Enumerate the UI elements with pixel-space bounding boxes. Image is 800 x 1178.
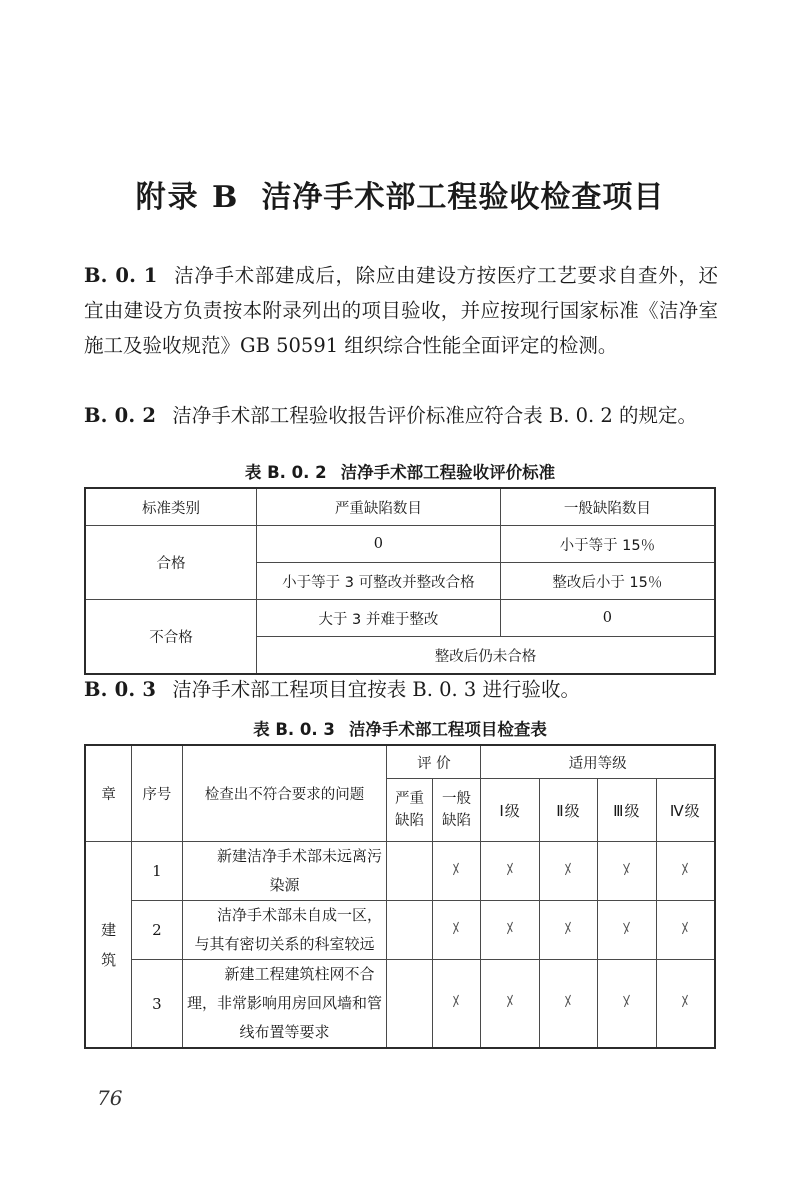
table-b03-header-general-line1: 一般 [441, 791, 471, 807]
table-b02-cell-severe: 大于 3 并难于整改 [257, 600, 501, 637]
table-b03-header-severe [387, 779, 432, 842]
table-b03-row-level-1 [481, 842, 539, 901]
table-b03-row-level-3 [598, 842, 656, 901]
check-mark-icon [561, 994, 576, 1009]
table-b03-row-level-2 [539, 960, 597, 1049]
clause-b01 [84, 258, 718, 363]
table-b03-row-level-4 [656, 960, 715, 1049]
table-b03-row-level-2 [539, 842, 597, 901]
appendix-label: 附录 B [135, 180, 240, 215]
table-row [85, 526, 715, 563]
table-b03-header-level-4: Ⅳ级 [656, 779, 715, 842]
page-number: 76 [97, 1086, 123, 1110]
table-b03-row-level-2 [539, 901, 597, 960]
check-mark-icon [561, 921, 576, 936]
table-b03-header-level-3: Ⅲ级 [598, 779, 656, 842]
table-b02-header-severe: 严重缺陷数目 [257, 488, 501, 526]
table-b03-row-general [432, 960, 481, 1049]
table-b03-header-level-2: Ⅱ级 [539, 779, 597, 842]
table-b02-category-fail: 不合格 [85, 600, 257, 675]
table-b03-row-general [432, 901, 481, 960]
table-b03-row-severe [387, 960, 432, 1049]
check-mark-icon [678, 994, 693, 1009]
table-b03-header-chapter: 章 [85, 745, 132, 842]
table-b02-cell-merged: 整改后仍未合格 [257, 637, 715, 675]
table-b03-header-sequence: 序号 [132, 745, 182, 842]
check-mark-icon [619, 921, 634, 936]
clause-b02-text: 洁净手术部工程验收报告评价标准应符合表 B. 0. 2 的规定。 [172, 404, 698, 427]
table-b03-caption-label: 表 B. 0. 3 [253, 720, 335, 739]
table-b03-chapter-label [85, 842, 132, 1049]
table-b02-caption-text: 洁净手术部工程验收评价标准 [340, 463, 556, 482]
check-mark-icon [561, 862, 576, 877]
table-b02-cell-general: 小于等于 15％ [500, 526, 715, 563]
table-b03-row-level-4 [656, 901, 715, 960]
table-b03-header-levels-group: 适用等级 [481, 745, 715, 779]
table-b03-header-row-top [85, 745, 715, 779]
table-b03-row-level-3 [598, 901, 656, 960]
page-title [84, 172, 716, 216]
table-b03-header-evaluation-group: 评 价 [387, 745, 481, 779]
clause-b03-number: B. 0. 3 [84, 678, 157, 701]
table-b03-header-general [432, 779, 481, 842]
clause-b02 [84, 398, 718, 433]
table-b02-cell-general: 0 [500, 600, 715, 637]
table-row [85, 600, 715, 637]
clause-b03 [84, 672, 718, 707]
table-b03-row-level-1 [481, 960, 539, 1049]
table-b02-cell-severe: 0 [257, 526, 501, 563]
table-b02 [84, 487, 716, 675]
table-b03 [84, 744, 716, 1049]
clause-b02-number: B. 0. 2 [84, 404, 157, 427]
table-b02-cell-general: 整改后小于 15％ [500, 563, 715, 600]
table-b03-caption-text: 洁净手术部工程项目检查表 [348, 720, 547, 739]
table-b02-cell-severe: 小于等于 3 可整改并整改合格 [257, 563, 501, 600]
table-b03-row-sequence: 1 [132, 842, 182, 901]
table-b03-chapter-char-2: 筑 [101, 950, 117, 969]
table-b03-row-sequence: 3 [132, 960, 182, 1049]
check-mark-icon [449, 862, 464, 877]
table-b03-row-general [432, 842, 481, 901]
table-b03-header-severe-line2: 缺陷 [394, 813, 424, 829]
table-b03-header-level-1: Ⅰ级 [481, 779, 539, 842]
check-mark-icon [619, 994, 634, 1009]
table-b03-header-general-line2: 缺陷 [441, 813, 471, 829]
table-b02-category-pass: 合格 [85, 526, 257, 600]
check-mark-icon [503, 862, 518, 877]
table-row [85, 842, 715, 901]
table-b03-row-issue: 新建工程建筑柱网不合理，非常影响用房回风墙和管线布置等要求 [182, 960, 387, 1049]
table-b03-header-issue: 检查出不符合要求的问题 [182, 745, 387, 842]
table-b03-row-issue: 新建洁净手术部未远离污染源 [182, 842, 387, 901]
table-b02-header-row [85, 488, 715, 526]
appendix-title-text: 洁净手术部工程验收检查项目 [261, 180, 665, 215]
table-b03-row-level-4 [656, 842, 715, 901]
table-b03-row-severe [387, 901, 432, 960]
table-b02-caption-label: 表 B. 0. 2 [244, 463, 327, 482]
table-b02-header-general: 一般缺陷数目 [500, 488, 715, 526]
clause-b01-number: B. 0. 1 [84, 264, 158, 287]
clause-b01-text: 洁净手术部建成后，除应由建设方按医疗工艺要求自查外，还宜由建设方负责按本附录列出的项目验收，并应按现行国家标准《洁净室施工及验收规范》GB 50591 组织综合性能全面评定的检测。 [84, 264, 718, 357]
table-b03-caption [84, 716, 716, 740]
check-mark-icon [449, 994, 464, 1009]
table-b03-header-severe-line1: 严重 [394, 791, 424, 807]
check-mark-icon [678, 862, 693, 877]
table-row [85, 901, 715, 960]
clause-b03-text: 洁净手术部工程项目宜按表 B. 0. 3 进行验收。 [172, 678, 581, 701]
table-b03-chapter-char-1: 建 [101, 920, 117, 939]
table-row [85, 960, 715, 1049]
check-mark-icon [503, 994, 518, 1009]
table-b03-row-level-3 [598, 960, 656, 1049]
table-b03-row-level-1 [481, 901, 539, 960]
check-mark-icon [678, 921, 693, 936]
check-mark-icon [619, 862, 634, 877]
table-b03-row-severe [387, 842, 432, 901]
table-b03-row-issue: 洁净手术部未自成一区，与其有密切关系的科室较远 [182, 901, 387, 960]
table-b02-header-category: 标准类别 [85, 488, 257, 526]
table-b03-row-sequence: 2 [132, 901, 182, 960]
table-b02-caption [84, 459, 716, 483]
check-mark-icon [503, 921, 518, 936]
check-mark-icon [449, 921, 464, 936]
